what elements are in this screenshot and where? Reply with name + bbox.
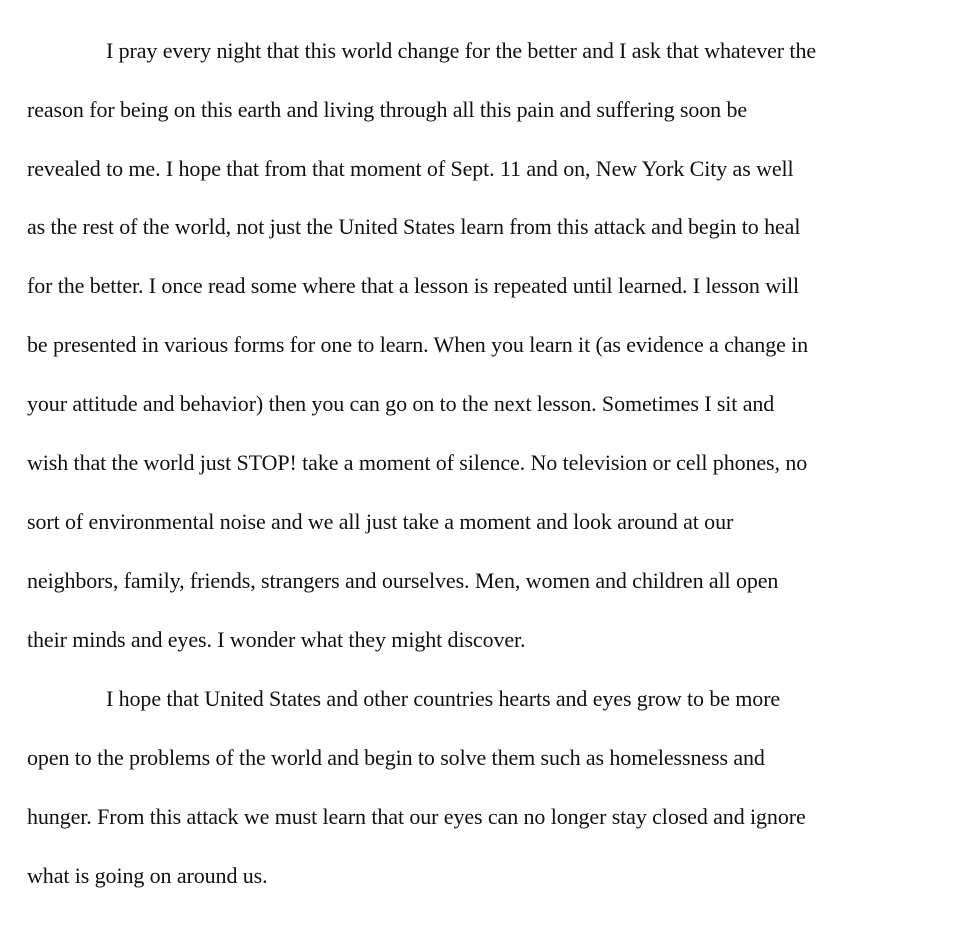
paragraph-1-line-11: their minds and eyes. I wonder what they might discover. (27, 627, 526, 652)
paragraph-1-line-8: wish that the world just STOP! take a moment of silence. No television or cell phones, no (27, 450, 808, 475)
paragraph-2-line-2: open to the problems of the world and begin to solve them such as homelessness and (27, 745, 765, 770)
paragraph-1-line-4: as the rest of the world, not just the United States learn from this attack and begin to heal (27, 214, 801, 239)
paragraph-1-line-10: neighbors, family, friends, strangers and ourselves. Men, women and children all open (27, 568, 779, 593)
paragraph-2-line-4: what is going on around us. (27, 863, 268, 888)
paragraph-1-line-6: be presented in various forms for one to learn. When you learn it (as evidence a change in (27, 332, 809, 357)
paragraph-1-line-3: revealed to me. I hope that from that moment of Sept. 11 and on, New York City as well (27, 156, 794, 181)
paragraph-1-line-5: for the better. I once read some where that a lesson is repeated until learned. I lesson will (27, 273, 800, 298)
paragraph-1-line-9: sort of environmental noise and we all just take a moment and look around at our (27, 509, 734, 534)
paragraph-2-line-1: I hope that United States and other countries hearts and eyes grow to be more (106, 686, 781, 711)
paragraph-1-line-7: your attitude and behavior) then you can go on to the next lesson. Sometimes I sit and (27, 391, 775, 416)
paragraph-1-line-2: reason for being on this earth and living through all this pain and suffering soon be (27, 97, 748, 122)
paragraph-2-line-3: hunger. From this attack we must learn that our eyes can no longer stay closed and ignore (27, 804, 806, 829)
paragraph-1-line-1: I pray every night that this world change for the better and I ask that whatever the (106, 38, 817, 63)
